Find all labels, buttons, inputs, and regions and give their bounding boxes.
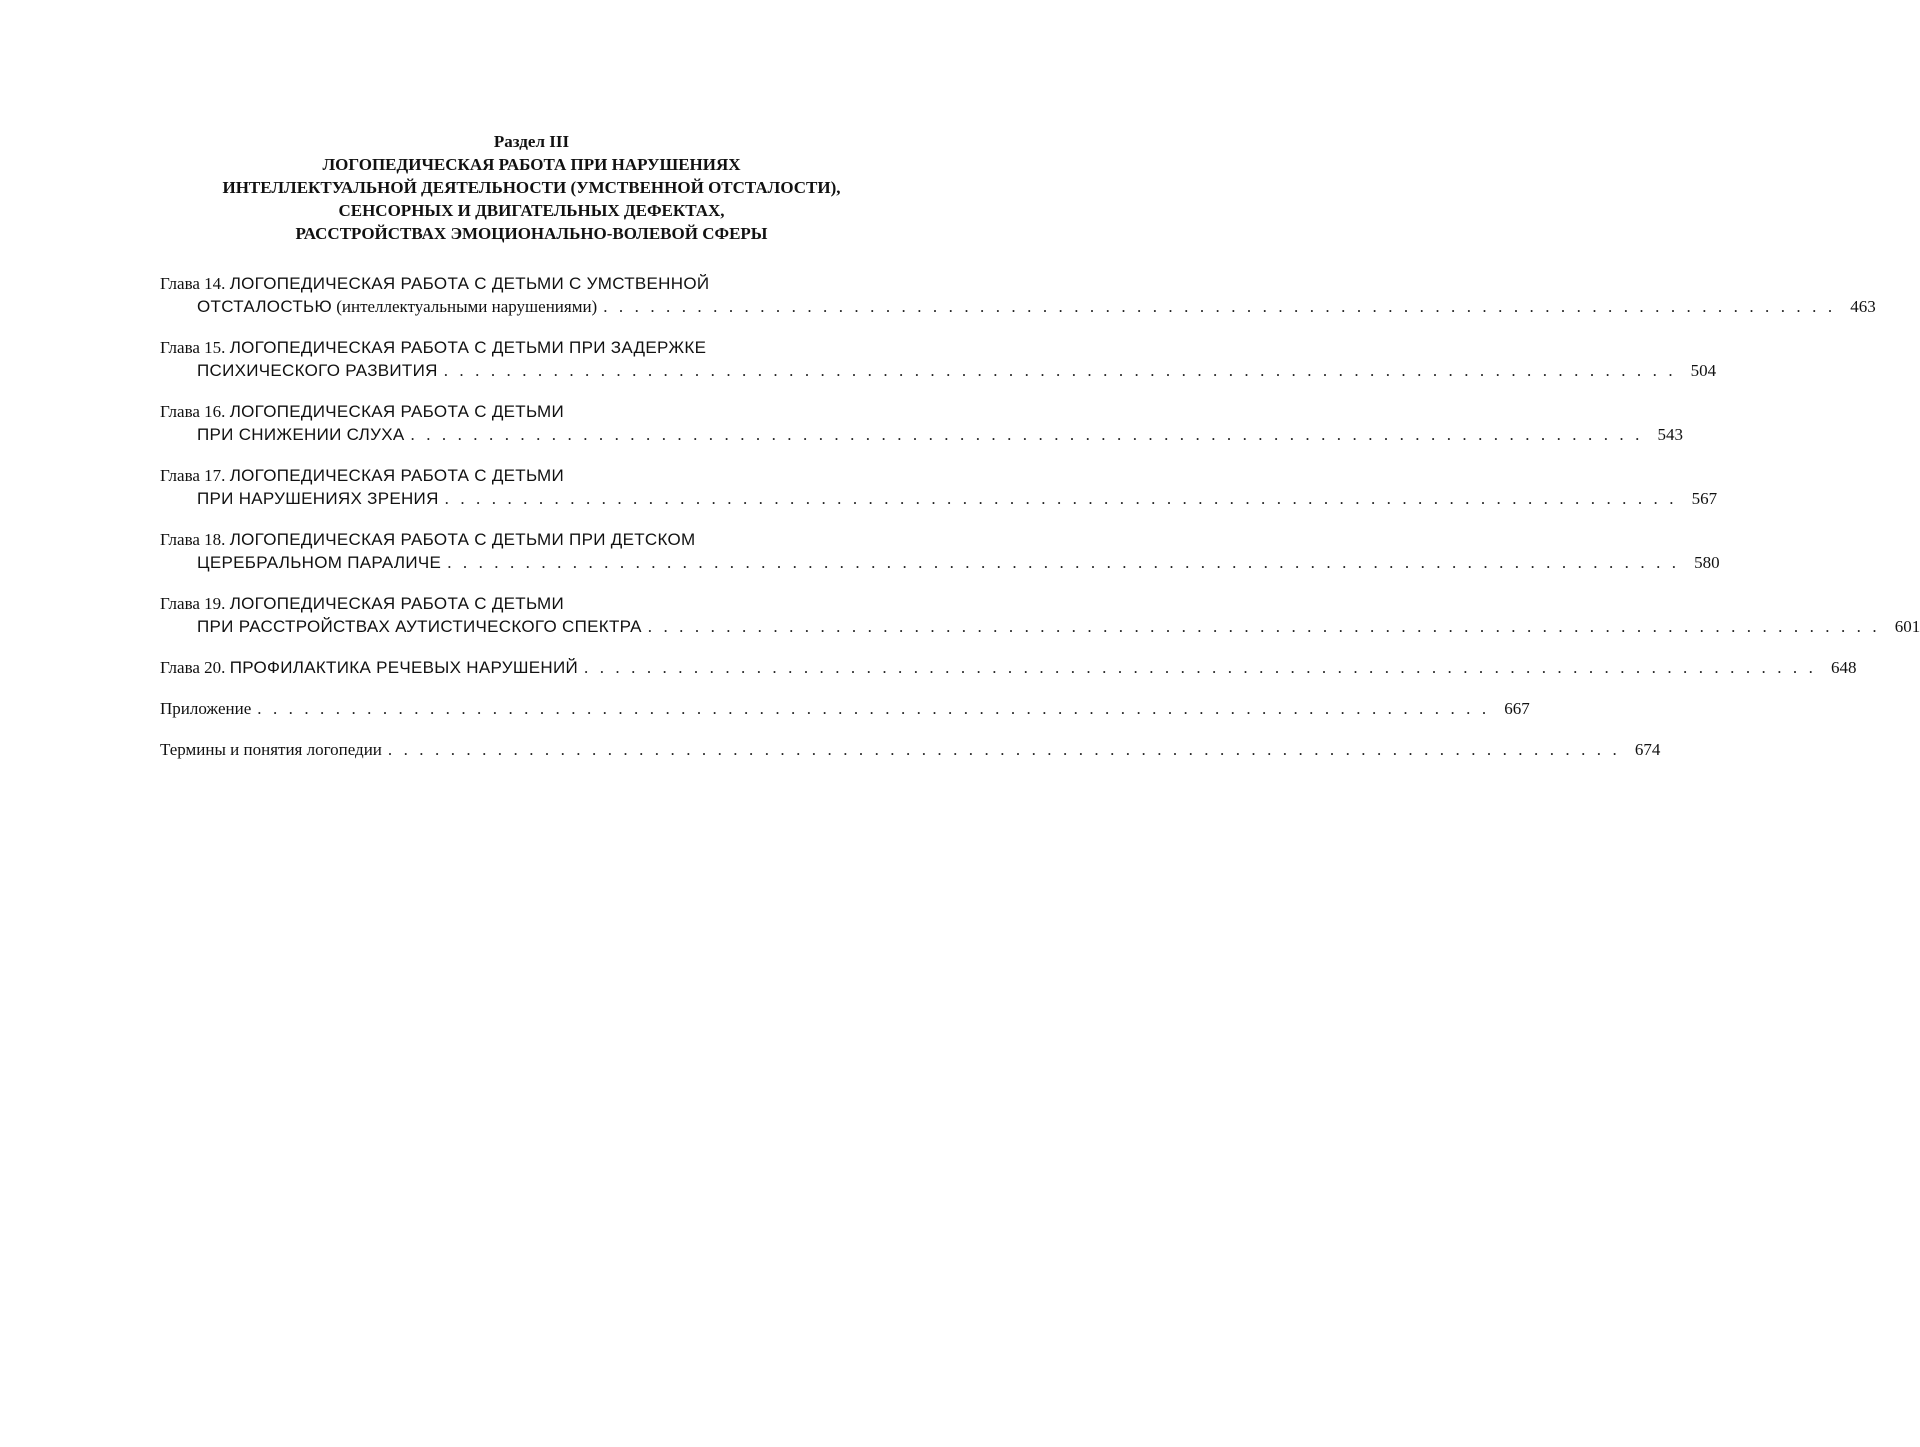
- dot-leader: . . . . . . . . . . . . . . . . . . . . . . . . . . . . . . . . . . . . . . . . . . . . . . . . . . . . . . . . . . . . . . . . . . . . . . . . . . . . . . .: [647, 617, 1881, 636]
- toc-entry-row: [160, 738, 1661, 761]
- chapter-title-continuation: ПСИХИЧЕСКОГО РАЗВИТИЯ: [197, 361, 438, 380]
- toc-entry-title-line: [160, 528, 903, 551]
- dot-leader: . . . . . . . . . . . . . . . . . . . . . . . . . . . . . . . . . . . . . . . . . . . . . . . . . . . . . . . . . . . . . . . . . . . . . . . . . . . . . . .: [257, 699, 1490, 718]
- toc-entry-continuation: [160, 615, 1920, 638]
- table-of-contents: [160, 272, 1920, 779]
- toc-entry-title-line: [160, 592, 903, 615]
- page-number: 504: [1690, 361, 1717, 380]
- chapter-title-continuation: ОТСТАЛОСТЬЮ: [197, 297, 332, 316]
- chapter-title-continuation: ПРИ НАРУШЕНИЯХ ЗРЕНИЯ: [197, 489, 439, 508]
- chapter-title-continuation: ЦЕРЕБРАЛЬНОМ ПАРАЛИЧЕ: [197, 553, 442, 572]
- toc-entry-continuation: [160, 551, 1720, 574]
- page-number: 667: [1504, 699, 1530, 718]
- toc-entry-glossary[interactable]: [160, 738, 1661, 761]
- toc-entry-chapter-17[interactable]: [160, 464, 1718, 510]
- section-label: Раздел III: [493, 132, 570, 151]
- page-number: 567: [1691, 489, 1718, 508]
- toc-entry-continuation: [160, 423, 1683, 446]
- toc-entry-chapter-16[interactable]: [160, 400, 1683, 446]
- toc-entry-chapter-19[interactable]: [160, 592, 1920, 638]
- chapter-number: Глава 15.: [160, 338, 226, 357]
- section-title-line-3: СЕНСОРНЫХ И ДВИГАТЕЛЬНЫХ ДЕФЕКТАХ,: [338, 201, 725, 220]
- toc-entry-continuation: [160, 295, 1876, 318]
- chapter-title: ЛОГОПЕДИЧЕСКАЯ РАБОТА С ДЕТЬМИ ПРИ ДЕТСКОМ: [229, 530, 696, 549]
- toc-entry-row: [160, 697, 1530, 720]
- toc-entry-chapter-20[interactable]: [160, 656, 1857, 679]
- chapter-number: Глава 20.: [160, 658, 226, 677]
- chapter-number: Глава 18.: [160, 530, 226, 549]
- appendix-title: Приложение: [160, 699, 252, 718]
- section-title-line-4: РАССТРОЙСТВАХ ЭМОЦИОНАЛЬНО-ВОЛЕВОЙ СФЕРЫ: [295, 224, 768, 243]
- chapter-title-continuation: ПРИ СНИЖЕНИИ СЛУХА: [197, 425, 405, 444]
- chapter-title: ЛОГОПЕДИЧЕСКАЯ РАБОТА С ДЕТЬМИ ПРИ ЗАДЕРЖКЕ: [229, 338, 707, 357]
- toc-entry-chapter-18[interactable]: [160, 528, 1720, 574]
- toc-entry-continuation: [160, 359, 1717, 382]
- dot-leader: . . . . . . . . . . . . . . . . . . . . . . . . . . . . . . . . . . . . . . . . . . . . . . . . . . . . . . . . . . . . . . . . . . . . . . . . . . . . . . .: [444, 489, 1678, 508]
- toc-entry-chapter-14[interactable]: [160, 272, 1876, 318]
- dot-leader: . . . . . . . . . . . . . . . . . . . . . . . . . . . . . . . . . . . . . . . . . . . . . . . . . . . . . . . . . . . . . . . . . . . . . . . . . . . . . . .: [603, 297, 1836, 316]
- dot-leader: . . . . . . . . . . . . . . . . . . . . . . . . . . . . . . . . . . . . . . . . . . . . . . . . . . . . . . . . . . . . . . . . . . . . . . . . . . . . . . .: [447, 553, 1680, 572]
- chapter-number: Глава 19.: [160, 594, 226, 613]
- page-number: 580: [1694, 553, 1720, 572]
- page-number: 601: [1894, 617, 1920, 636]
- chapter-title: ЛОГОПЕДИЧЕСКАЯ РАБОТА С ДЕТЬМИ С УМСТВЕННОЙ: [229, 274, 710, 293]
- toc-entry-continuation: [160, 487, 1718, 510]
- section-title-line-2: ИНТЕЛЛЕКТУАЛЬНОЙ ДЕЯТЕЛЬНОСТИ (УМСТВЕННОЙ ОТСТАЛОСТИ),: [222, 178, 841, 197]
- section-title-line-1: ЛОГОПЕДИЧЕСКАЯ РАБОТА ПРИ НАРУШЕНИЯХ: [322, 155, 741, 174]
- chapter-title: ЛОГОПЕДИЧЕСКАЯ РАБОТА С ДЕТЬМИ: [229, 594, 565, 613]
- chapter-title: ПРОФИЛАКТИКА РЕЧЕВЫХ НАРУШЕНИЙ: [229, 658, 579, 677]
- page-number: 463: [1850, 297, 1876, 316]
- toc-entry-appendix[interactable]: [160, 697, 1530, 720]
- toc-entry-title-line: [160, 336, 903, 359]
- chapter-number: Глава 16.: [160, 402, 226, 421]
- chapter-title-continuation: ПРИ РАССТРОЙСТВАХ АУТИСТИЧЕСКОГО СПЕКТРА: [197, 617, 642, 636]
- chapter-number: Глава 17.: [160, 466, 226, 485]
- toc-entry-title-line: [160, 272, 903, 295]
- chapter-title: ЛОГОПЕДИЧЕСКАЯ РАБОТА С ДЕТЬМИ: [229, 466, 565, 485]
- chapter-title: ЛОГОПЕДИЧЕСКАЯ РАБОТА С ДЕТЬМИ: [229, 402, 565, 421]
- dot-leader: . . . . . . . . . . . . . . . . . . . . . . . . . . . . . . . . . . . . . . . . . . . . . . . . . . . . . . . . . . . . . . . . . . . . . . . . . . . . . . .: [443, 361, 1677, 380]
- chapter-subtitle: (интеллектуальными нарушениями): [331, 297, 598, 316]
- toc-entry-title-line: [160, 400, 903, 423]
- page-number: 674: [1634, 740, 1661, 759]
- dot-leader: . . . . . . . . . . . . . . . . . . . . . . . . . . . . . . . . . . . . . . . . . . . . . . . . . . . . . . . . . . . . . . . . . . . . . . . . . . . . . . .: [410, 425, 1643, 444]
- dot-leader: . . . . . . . . . . . . . . . . . . . . . . . . . . . . . . . . . . . . . . . . . . . . . . . . . . . . . . . . . . . . . . . . . . . . . . . . . . . . . . .: [387, 740, 1621, 759]
- toc-entry-title-line: [160, 464, 903, 487]
- glossary-title: Термины и понятия логопедии: [160, 740, 382, 759]
- section-header: [0, 130, 1063, 245]
- toc-entry-chapter-15[interactable]: [160, 336, 1717, 382]
- chapter-number: Глава 14.: [160, 274, 226, 293]
- toc-entry-row: [160, 656, 1857, 679]
- dot-leader: . . . . . . . . . . . . . . . . . . . . . . . . . . . . . . . . . . . . . . . . . . . . . . . . . . . . . . . . . . . . . . . . . . . . . . . . . . . . . . .: [584, 658, 1817, 677]
- page-number: 648: [1830, 658, 1857, 677]
- page-number: 543: [1657, 425, 1683, 444]
